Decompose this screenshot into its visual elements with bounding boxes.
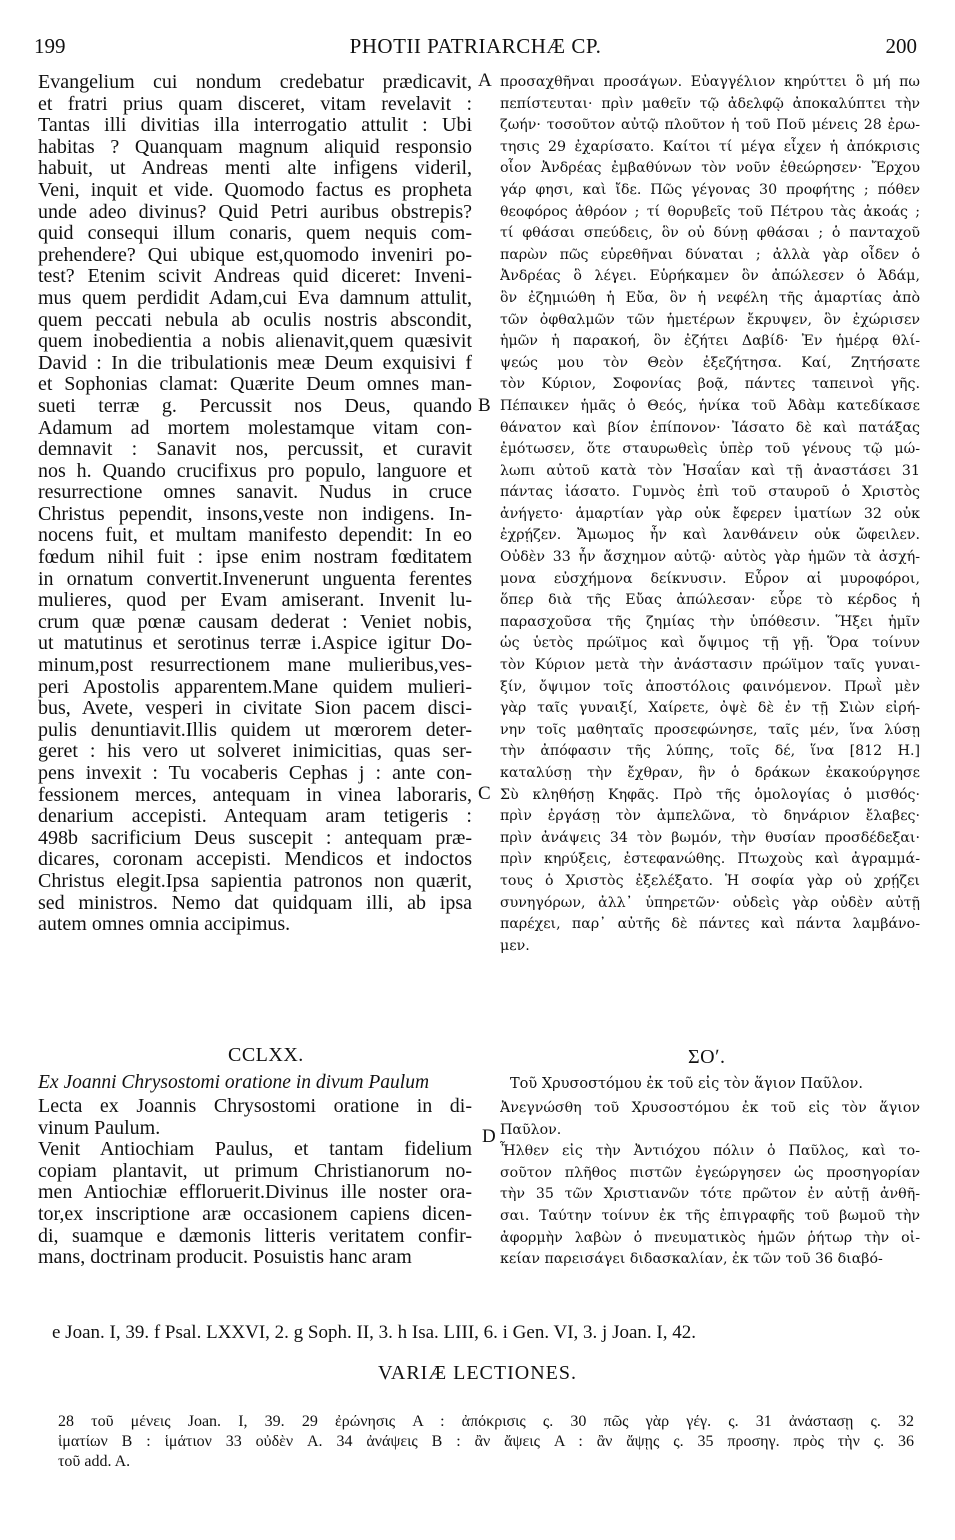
greek-text-line: οἷον Ἀνδρέας ἐμβαθύνων τὸν νοῦν ἐθεώρησεν· Ἔρχου [500, 160, 920, 177]
greek-text-line: ξίν, ὄψιμον τοῖς ἀποστόλοις φαινόμενον. Πρωῒ μὲν [500, 678, 920, 695]
margin-letter-d: D [482, 1126, 496, 1147]
latin-text-line: et fratri prius quam disceret, vitam revelavit : [38, 93, 472, 115]
greek-text-line: Ἀνεγνώσθη τοῦ Χρυσοστόμου ἐκ τοῦ εἰς τὸν ἅγιον [500, 1100, 920, 1116]
latin-text-line: pens invexit : Tu vocaberis Cephas j : ante con- [38, 763, 472, 784]
greek-text-line: τῶν ὀφθαλμῶν τῶν ἡμετέρων ἔκρυψεν, ὃν ἐχώρισεν [500, 311, 920, 328]
greek-column-bottom [500, 1098, 920, 1271]
greek-text-line: συνηγόρων, ἀλλ᾽ ὑπηρετῶν· οὐδεὶς γὰρ οὐδὲν αὐτῇ [500, 894, 920, 911]
latin-text-line: test? Etenim scivit Andreas quid diceret: Inveni- [38, 266, 472, 288]
greek-text-line: μεν. [500, 937, 530, 954]
latin-text-line: copiam plantavit, ut primum Christianorum no- [38, 1160, 472, 1182]
latin-text-line: Lecta ex Joannis Chrysostomi oratione in di- [38, 1096, 472, 1117]
latin-text-line: quid consequi illum conaris, quem nequis com- [38, 223, 472, 245]
greek-text-line: γάρ φησι, καὶ ἴδε. Πῶς γέγονας 30 προφήτης ; πόθεν [500, 181, 920, 198]
latin-text-line: prehendere? Qui ubique est,quomodo inveniri po- [38, 244, 472, 266]
latin-text-line: fœdum nihil fuit : ipse enim nostram fœditatem [38, 547, 472, 569]
latin-text-line: mulieres, quod per Evam amiserant. Invenit lu- [38, 590, 472, 612]
latin-text-line: quem peccati nebula ab oculis nostris abscondit, [38, 309, 472, 331]
greek-text-line: νην τοῖς μαθηταῖς προσεφώνησε, ταῖς μέν, ἵνα λύσῃ [500, 721, 920, 738]
latin-section-number: CCLXX. [228, 1044, 304, 1066]
latin-text-line: et Sophonias clamat: Quærite Deum omnes man- [38, 374, 472, 396]
greek-text-line: προσαχθῆναι προσάγων. Εὐαγγέλιον κηρύττει ὃ μή πω [500, 74, 920, 90]
greek-text-line: τὴν 35 τῶν Χριστιανῶν τότε πρῶτον ἐν αὐτῇ ἀνθῆ- [500, 1186, 920, 1203]
latin-text-line: demnavit : Sanavit nos, percussit, et curavit [38, 439, 472, 461]
latin-text-line: nos h. Quando crucifixus pro populo, languore et [38, 460, 472, 482]
left-page-number: 199 [34, 34, 66, 58]
latin-text-line: dicares, coronam accepisti. Mendicos et indoctos [38, 849, 472, 871]
greek-text-line: ἐμότωσεν, ὅτε σταυρωθεὶς ὑπὲρ τοῦ γένους τῷ μώ- [500, 441, 920, 458]
latin-section-title: Ex Joanni Chrysostomi oratione in divum Paulum [38, 1072, 430, 1093]
latin-text-line: Venit Antiochiam Paulus, et tantam fidelium [38, 1139, 472, 1161]
greek-text-line: ζωήν· τοσοῦτον αὐτῷ πλοῦτον ἡ τοῦ Ποῦ μένεις 28 ἐρω- [500, 117, 920, 134]
greek-text-line: Σὺ κληθήσῃ Κηφᾶς. Πρὸ τῆς ὁμολογίας ὁ μισθός· [500, 786, 920, 803]
latin-text-line: crum quæ pœnæ causam dederat : Veniet nobis, [38, 611, 472, 633]
greek-text-line: γὰρ ταῖς γυναιξί, Χαίρετε, ὀψὲ δὲ ἐν τῇ Σιὼν εἰρή- [500, 700, 920, 717]
latin-text-line: in ornatum convertit.Invenerunt unguenta ferentes [38, 568, 472, 590]
greek-text-line: τί φθάσαι σπεύδεις, ὃν οὐ δύνῃ φθάσαι ; ὁ πανταχοῦ [500, 225, 920, 242]
greek-text-line: ἐχρῄζεν. Ἄμωμος ἦν καὶ λανθάνειν οὐκ ὤφειλεν. [500, 527, 920, 544]
greek-text-line: τους ὁ Χριστὸς ἐξελέξατο. Ἡ σοφία γὰρ οὐ χρῄζει [500, 872, 920, 889]
latin-text-line: di, suamque e dæmonis litteris veritatem confir- [38, 1225, 472, 1247]
latin-text-line: Adamum ad mortem molestamque vitam con- [38, 417, 472, 439]
greek-text-line: Ἀνδρέας ὃ λέγει. Εὑρήκαμεν ὃν ἀπώλεσεν ὁ Ἀδάμ, [500, 268, 920, 285]
greek-text-line: θάνατον καὶ βίον ἐπίπονον· Ἰάσατο δὲ καὶ πατάξας [500, 419, 920, 436]
greek-text-line: καταλύσῃ τὴν ἔχθραν, ἣν ὁ δράκων ἐκακούργησε [500, 765, 920, 781]
latin-text-line: David : In die tribulationis meæ Deum exquisivi f [38, 352, 472, 374]
latin-text-line: Christus elegit.Ipsa sapientia patronos non quærit, [38, 870, 472, 892]
latin-text-line: minum,post resurrectionem mane mulieribus,ves- [38, 655, 472, 677]
variant-reading-line: ἱματίων B : ἱμάτιον 33 οὐδὲν A. 34 ἀνάψεις B : ἂν ἄψεις A : ἂν ἄψῃς ς. 35 προσηγ. πρὸς τὴν ς. 36 [58, 1433, 914, 1450]
greek-text-line: κείαν παρεισάγει διδασκαλίαν, ἐκ τῶν τοῦ 36 διαβό- [500, 1251, 883, 1268]
greek-text-line: τὴν ἀπόφασιν τῆς λύπης, τοῖς δέ, ἵνα [812 H.] [500, 743, 920, 760]
greek-column-top [500, 72, 920, 957]
greek-text-line: ὅπερ διὰ τῆς Εὔας ἀπώλεσαν· εὗρε τὸ κέρδος ἡ [500, 592, 920, 609]
greek-text-line: πρὶν ἐργάσῃ τὸν ἀμπελῶνα, τὸ δηνάριον ἔλαβες· [500, 808, 920, 825]
latin-text-line: autem omnes omnia accipimus. [38, 914, 291, 936]
greek-text-line: ἀνήγετο· ἁμαρτίαν γὰρ οὐκ ἔφερεν ἱματίων 32 οὐκ [500, 505, 920, 522]
latin-text-line: quem inobedientia a nobis alienavit,quem quæsivit [38, 331, 472, 353]
greek-text-line: ὡς ὑετὸς πρώϊμος καὶ ὄψιμος τῇ γῇ. Ὅρα τοίνυν [500, 635, 920, 652]
greek-text-line: σαι. Ταύτην τοίνυν ἐκ τῆς ἐπιγραφῆς τοῦ βωμοῦ τὴν [500, 1207, 920, 1224]
latin-text-line: geret : his vero ut solveret inimicitias, quas ser- [38, 741, 472, 763]
latin-text-line: sueti terræ g. Percussit nos Deus, quando [38, 395, 472, 417]
greek-text-line: Παῦλον. [500, 1121, 562, 1138]
latin-text-line: sed ministros. Nemo dat quidquam illi, ab ipsa [38, 892, 472, 914]
margin-letter-b: B [478, 395, 491, 416]
latin-text-line: nocens fuit, et multam manifesto dependit: In eo [38, 525, 472, 547]
greek-text-line: τησις 29 ἐχαρίσατο. Καίτοι τί μέγα εἶχεν ἡ ἀπόκρισις [500, 138, 920, 155]
latin-text-line: bus, Avete, vesperi in civitate Sion pacem disci- [38, 698, 472, 720]
greek-text-line: σοῦτον πλῆθος πιστῶν ἐγεώργησεν ὡς προσηγορίαν [500, 1164, 920, 1181]
variae-lectiones [58, 1412, 914, 1472]
latin-text-line: fessionem merces, antequam in vinea laboraris, [38, 784, 472, 806]
latin-text-line: pulis denuntiavit.Illis quidem ut mœrorem deter- [38, 719, 472, 741]
latin-text-line: mans, doctrinam producit. Posuistis hanc aram [38, 1247, 412, 1269]
latin-text-line: Christus pependit, insons,veste non indigens. In- [38, 503, 472, 525]
greek-text-line: πάντας ἰάσατο. Γυμνὸς ἐπὶ τοῦ σταυροῦ ὁ Χριστὸς [500, 484, 920, 501]
margin-letter-c: C [478, 783, 491, 804]
latin-text-line: Evangelium cui nondum credebatur prædicavit, [38, 72, 472, 93]
latin-text-line: habuit, ut Andreas menti alte infigens videril, [38, 158, 472, 180]
greek-text-line: παρέχει, παρ᾽ αὐτῆς δὲ πάντες καὶ πάντα λαμβάνο- [500, 916, 920, 933]
greek-text-line: λωπι αὐτοῦ κατὰ τὸν Ἡσαΐαν καὶ τῇ ἀναστάσει 31 [500, 462, 920, 479]
running-title: PHOTII PATRIARCHÆ CP. [349, 34, 602, 58]
latin-text-line: peri Apostolis apparentem.Mane quidem mulieri- [38, 676, 472, 698]
latin-text-line: mus quem perdidit Adam,cui Eva damnum attulit, [38, 287, 472, 309]
greek-text-line: Πέπαικεν ἡμᾶς ὁ Θεός, ἡνίκα τοῦ Ἀδὰμ κατεδίκασε [500, 397, 920, 414]
greek-text-line: τὸν Κύριον, Σοφονίας βοᾷ, πάντες ταπεινοὶ γῆς. [500, 376, 920, 393]
variant-reading-line: τοῦ add. A. [58, 1453, 131, 1470]
greek-text-line: ὃν ἐζημιώθη ἡ Εὔα, ὃν ἡ νεφέλη τῆς ἁμαρτίας ἀπὸ [500, 289, 920, 306]
latin-text-line: habitas ? Quanquam magnum aliquid responsio [38, 136, 472, 158]
variant-reading-line: 28 τοῦ μένεις Joan. I, 39. 29 ἐρώνησις A : ἀπόκρισις ς. 30 πῶς γὰρ γέγ. ς. 31 ἀνάστασῃ ς. 32 [58, 1413, 914, 1430]
right-page-number: 200 [885, 34, 917, 58]
greek-text-line: παρασχοῦσα τῆς ζημίας τὴν ὑπόθεσιν. Ἥξει ἡμῖν [500, 613, 920, 630]
greek-text-line: ἀφορμὴν λαβὼν ὁ πνευματικὸς ἡμῶν ῥήτωρ τὴν οἰ- [500, 1229, 920, 1246]
latin-text-line: ut matutinus et serotinus terræ i.Aspice igitur Do- [38, 633, 472, 655]
greek-text-line: Ἦλθεν εἰς τὴν Ἀντιόχου πόλιν ὁ Παῦλος, καὶ το- [500, 1143, 920, 1160]
greek-section-number: ΣΟʹ. [688, 1046, 726, 1068]
greek-section-title: Τοῦ Χρυσοστόμου ἐκ τοῦ εἰς τὸν ἅγιον Παῦλον. [510, 1076, 863, 1092]
latin-text-line: tor,ex inscriptione aræ occasionem capiens dicen- [38, 1203, 472, 1225]
latin-column-top [38, 72, 472, 936]
greek-text-line: πεπίστευται· πρὶν μαθεῖν τῷ ἀδελφῷ ἀποκαλύπτει τὴν [500, 95, 920, 112]
greek-text-line: πρὶν ἀνάψεις 34 τὸν βωμόν, τὴν θυσίαν προσδέδεξαι· [500, 829, 920, 846]
greek-text-line: παρὼν πῶς εὑρεθῆναι δύναται ; ἀλλὰ γὰρ οἶδεν ὁ [500, 246, 920, 263]
latin-text-line: denarium accepisti. Antequam aram tetigeris : [38, 806, 472, 828]
latin-text-line: resurrectione omnes sanavit. Nudus in cruce [38, 482, 472, 504]
latin-text-line: Veni, inquit et vide. Quomodo factus es propheta [38, 179, 472, 201]
greek-text-line: μονα εὐσχήμονα δείκνυσιν. Εὗρον αἱ μυροφόροι, [500, 570, 920, 587]
greek-text-line: θεοφόρος ἀθρόον ; τί θορυβεῖς τοῦ Πέτρου τὰς ἀκοάς ; [500, 203, 920, 220]
greek-text-line: ἡμῶν ἡ παρακοή, ὃν ἐζήτει Δαβίδ· Ἐν ἡμέρᾳ θλί- [500, 333, 920, 350]
latin-text-line: unde adeo divinus? Quid Petri auribus obstrepis? [38, 201, 472, 223]
latin-text-line: men Antiochiæ effloruerit.Divinus ille noster ora- [38, 1182, 472, 1204]
greek-text-line: ψεώς μου τὸν Θεὸν ἐξεζήτησα. Καί, Ζητήσατε [500, 354, 920, 371]
greek-text-line: τὸν Κύριον μετὰ τὴν ἀνάστασιν πρώϊμον ταῖς γυναι- [500, 657, 920, 674]
latin-text-line: vinum Paulum. [38, 1117, 161, 1139]
footnotes: e Joan. I, 39. f Psal. LXXVI, 2. g Soph. II, 3. h Isa. LIII, 6. i Gen. VI, 3. j Joan. I, 42. [52, 1322, 696, 1343]
greek-text-line: πρὶν κηρύξεις, ἐστεφανώθης. Πτωχοὺς καὶ ἀγραμμά- [500, 851, 920, 868]
page-header [34, 34, 917, 64]
margin-letter-a: A [478, 70, 492, 91]
variae-lectiones-title: VARIÆ LECTIONES. [378, 1362, 577, 1384]
latin-text-line: Tantas illi divitias illa interrogatio attulit : Ubi [38, 115, 472, 137]
latin-text-line: 498b sacrificium Deus suscepit : antequam præ- [38, 827, 472, 849]
greek-text-line: Οὐδὲν 33 ἦν ἄσχημον αὐτῷ· αὐτὸς γὰρ ἡμῶν τὰ ἀσχή- [500, 549, 920, 566]
latin-column-bottom [38, 1096, 472, 1269]
